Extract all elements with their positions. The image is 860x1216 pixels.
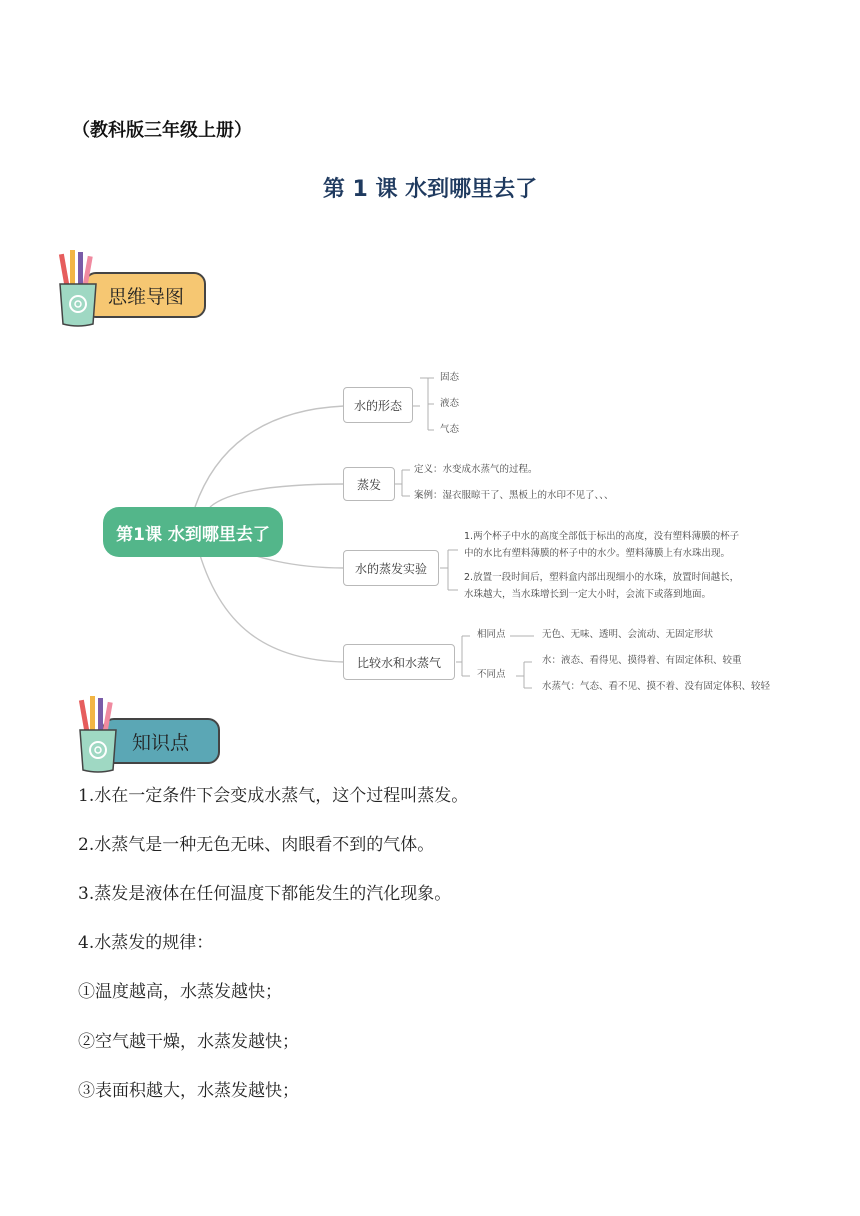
lesson-title: 第 1 课 水到哪里去了 (322, 177, 538, 202)
mindmap-section-label: 思维导图 (108, 285, 185, 308)
edition-label: （教科版三年级上册） (72, 120, 252, 141)
mindmap-node-evaporation: 蒸发 (343, 467, 395, 501)
mindmap-node-evaporation-experiment: 水的蒸发实验 (343, 550, 439, 586)
mindmap-node-water-forms: 水的形态 (343, 387, 413, 423)
knowledge-point-4: 4.水蒸发的规律： (78, 933, 214, 953)
pencil-cup-icon (76, 694, 120, 774)
mindmap-leaf-liquid: 液态 (440, 398, 460, 409)
knowledge-section-label: 知识点 (132, 731, 190, 754)
knowledge-point-2: 2.水蒸气是一种无色无味、肉眼看不到的气体。 (78, 835, 435, 855)
mindmap-leaf-diff-vapor: 水蒸气：气态、看不见、摸不着、没有固定体积、较轻 (542, 681, 771, 692)
knowledge-point-4-1: ①温度越高，水蒸发越快； (78, 982, 282, 1002)
mindmap-leaf-experiment-2b: 水珠越大，当水珠增长到一定大小时，会流下或落到地面。 (464, 589, 712, 600)
mindmap-node-compare: 比较水和水蒸气 (343, 644, 455, 680)
knowledge-point-4-2: ②空气越干燥，水蒸发越快； (78, 1032, 299, 1052)
knowledge-point-3: 3.蒸发是液体在任何温度下都能发生的汽化现象。 (78, 884, 452, 904)
mindmap-leaf-same-label: 相同点 (477, 629, 506, 640)
mindmap-leaf-gas: 气态 (440, 424, 460, 435)
mindmap-leaf-example: 案例：湿衣服晾干了、黑板上的水印不见了、、、 (414, 490, 614, 501)
pencil-cup-icon (56, 248, 100, 328)
mindmap-root: 第1课 水到哪里去了 (103, 507, 283, 557)
mindmap-leaf-same-text: 无色、无味、透明、会流动、无固定形状 (542, 629, 714, 640)
mindmap-leaf-definition: 定义：水变成水蒸气的过程。 (414, 464, 538, 475)
mindmap-leaf-solid: 固态 (440, 372, 460, 383)
mindmap-leaf-experiment-2a: 2.放置一段时间后，塑料盒内部出现细小的水珠，放置时间越长， (464, 572, 740, 583)
mindmap-leaf-diff-label: 不同点 (477, 669, 506, 680)
mindmap-section-badge (84, 272, 206, 318)
knowledge-point-4-3: ③表面积越大，水蒸发越快； (78, 1081, 299, 1101)
knowledge-point-1: 1.水在一定条件下会变成水蒸气，这个过程叫蒸发。 (78, 786, 469, 806)
mindmap-leaf-experiment-1a: 1.两个杯子中水的高度全部低于标出的高度，没有塑料薄膜的杯子 (464, 531, 740, 542)
mindmap-leaf-experiment-1b: 中的水比有塑料薄膜的杯子中的水少。塑料薄膜上有水珠出现。 (464, 548, 731, 559)
mindmap-leaf-diff-water: 水：液态、看得见、摸得着、有固定体积、较重 (542, 655, 742, 666)
